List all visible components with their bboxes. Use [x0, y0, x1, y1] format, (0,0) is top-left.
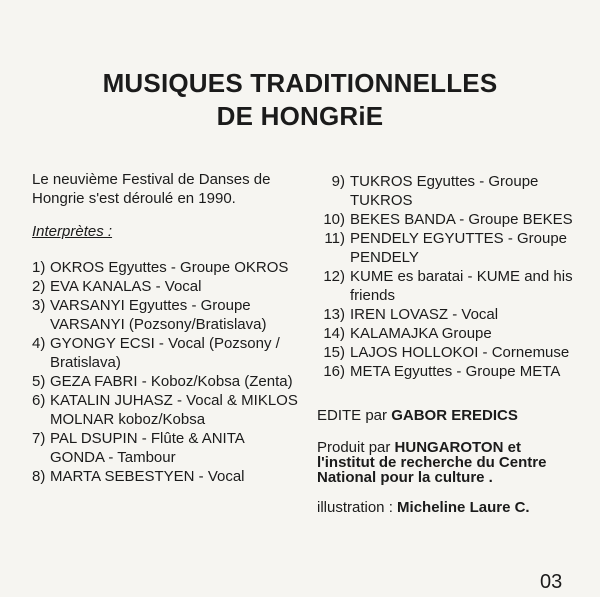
performer-number: 11)	[324, 230, 345, 247]
performer-text: KATALIN JUHASZ - Vocal & MIKLOS MOLNAR koboz/Kobsa	[50, 392, 298, 428]
performer-item	[32, 467, 302, 486]
performer-item	[319, 210, 589, 229]
performer-item	[32, 372, 302, 391]
performer-number: 8)	[32, 468, 46, 485]
performer-number: 13)	[323, 306, 345, 323]
performer-text: GYONGY ECSI - Vocal (Pozsony / Bratislava)	[50, 335, 280, 371]
performer-number: 16)	[323, 363, 345, 380]
editor-name: GABOR EREDICS	[391, 407, 518, 424]
page-number: 03	[540, 571, 563, 593]
performer-number: 3)	[32, 297, 46, 314]
performer-item	[32, 258, 302, 277]
performer-text: PAL DSUPIN - Flûte & ANITA GONDA - Tambour	[50, 430, 244, 466]
title-line-2: DE HONGRiE	[216, 101, 384, 131]
performer-item	[32, 391, 302, 429]
performers-heading: Interprètes :	[32, 223, 113, 240]
performer-item	[319, 172, 589, 210]
performer-item	[32, 429, 302, 467]
performer-text: EVA KANALAS - Vocal	[50, 278, 202, 295]
performer-text: PENDELY EGYUTTES - Groupe PENDELY	[350, 230, 568, 266]
performer-text: KALAMAJKA Groupe	[350, 325, 492, 342]
performer-text: KUME es baratai - KUME and his friends	[350, 268, 573, 304]
performer-item	[319, 324, 589, 343]
performers-list-right	[319, 172, 589, 381]
performer-number: 10)	[323, 211, 345, 228]
performer-number: 6)	[32, 392, 46, 409]
performer-item	[319, 267, 589, 305]
performer-item	[32, 334, 302, 372]
illustration-name: Micheline Laure C.	[397, 499, 530, 516]
performer-item	[319, 305, 589, 324]
performer-item	[319, 229, 589, 267]
performer-number: 2)	[32, 278, 46, 295]
performer-number: 12)	[323, 268, 345, 285]
performer-item	[319, 343, 589, 362]
performer-number: 9)	[331, 173, 345, 190]
left-column	[32, 170, 302, 486]
illustration-label: illustration :	[317, 499, 393, 516]
performer-number: 7)	[32, 430, 46, 447]
editor-credit	[317, 408, 518, 423]
performer-item	[32, 296, 302, 334]
right-column	[319, 172, 589, 381]
performer-text: VARSANYI Egyuttes - Groupe VARSANYI (Pozsony/Bratislava)	[50, 297, 267, 333]
performer-number: 4)	[32, 335, 46, 352]
producer-label: Produit par	[317, 439, 391, 456]
performer-text: MARTA SEBESTYEN - Vocal	[50, 468, 245, 485]
intro-paragraph: Le neuvième Festival de Danses de Hongrie s'est déroulé en 1990.	[32, 171, 271, 207]
performer-text: META Egyuttes - Groupe META	[350, 363, 561, 380]
performer-text: OKROS Egyuttes - Groupe OKROS	[50, 259, 289, 276]
performer-item	[319, 362, 589, 381]
illustration-credit	[317, 500, 530, 515]
performer-number: 14)	[323, 325, 345, 342]
performer-text: GEZA FABRI - Koboz/Kobsa (Zenta)	[50, 373, 293, 390]
performer-number: 15)	[323, 344, 345, 361]
editor-label: EDITE par	[317, 407, 388, 424]
performer-number: 5)	[32, 373, 46, 390]
performer-text: BEKES BANDA - Groupe BEKES	[350, 211, 573, 228]
producer-credit	[317, 440, 567, 485]
performer-number: 1)	[32, 259, 46, 276]
performers-list-left	[32, 258, 302, 486]
performer-text: IREN LOVASZ - Vocal	[350, 306, 499, 323]
title-line-1: MUSIQUES TRADITIONNELLES	[102, 68, 498, 98]
performer-text: LAJOS HOLLOKOI - Cornemuse	[350, 344, 570, 361]
producer-text: HUNGAROTON et l'institut de recherche du Centre National pour la culture .	[317, 439, 547, 486]
performer-item	[32, 277, 302, 296]
performer-text: TUKROS Egyuttes - Groupe TUKROS	[350, 173, 539, 209]
